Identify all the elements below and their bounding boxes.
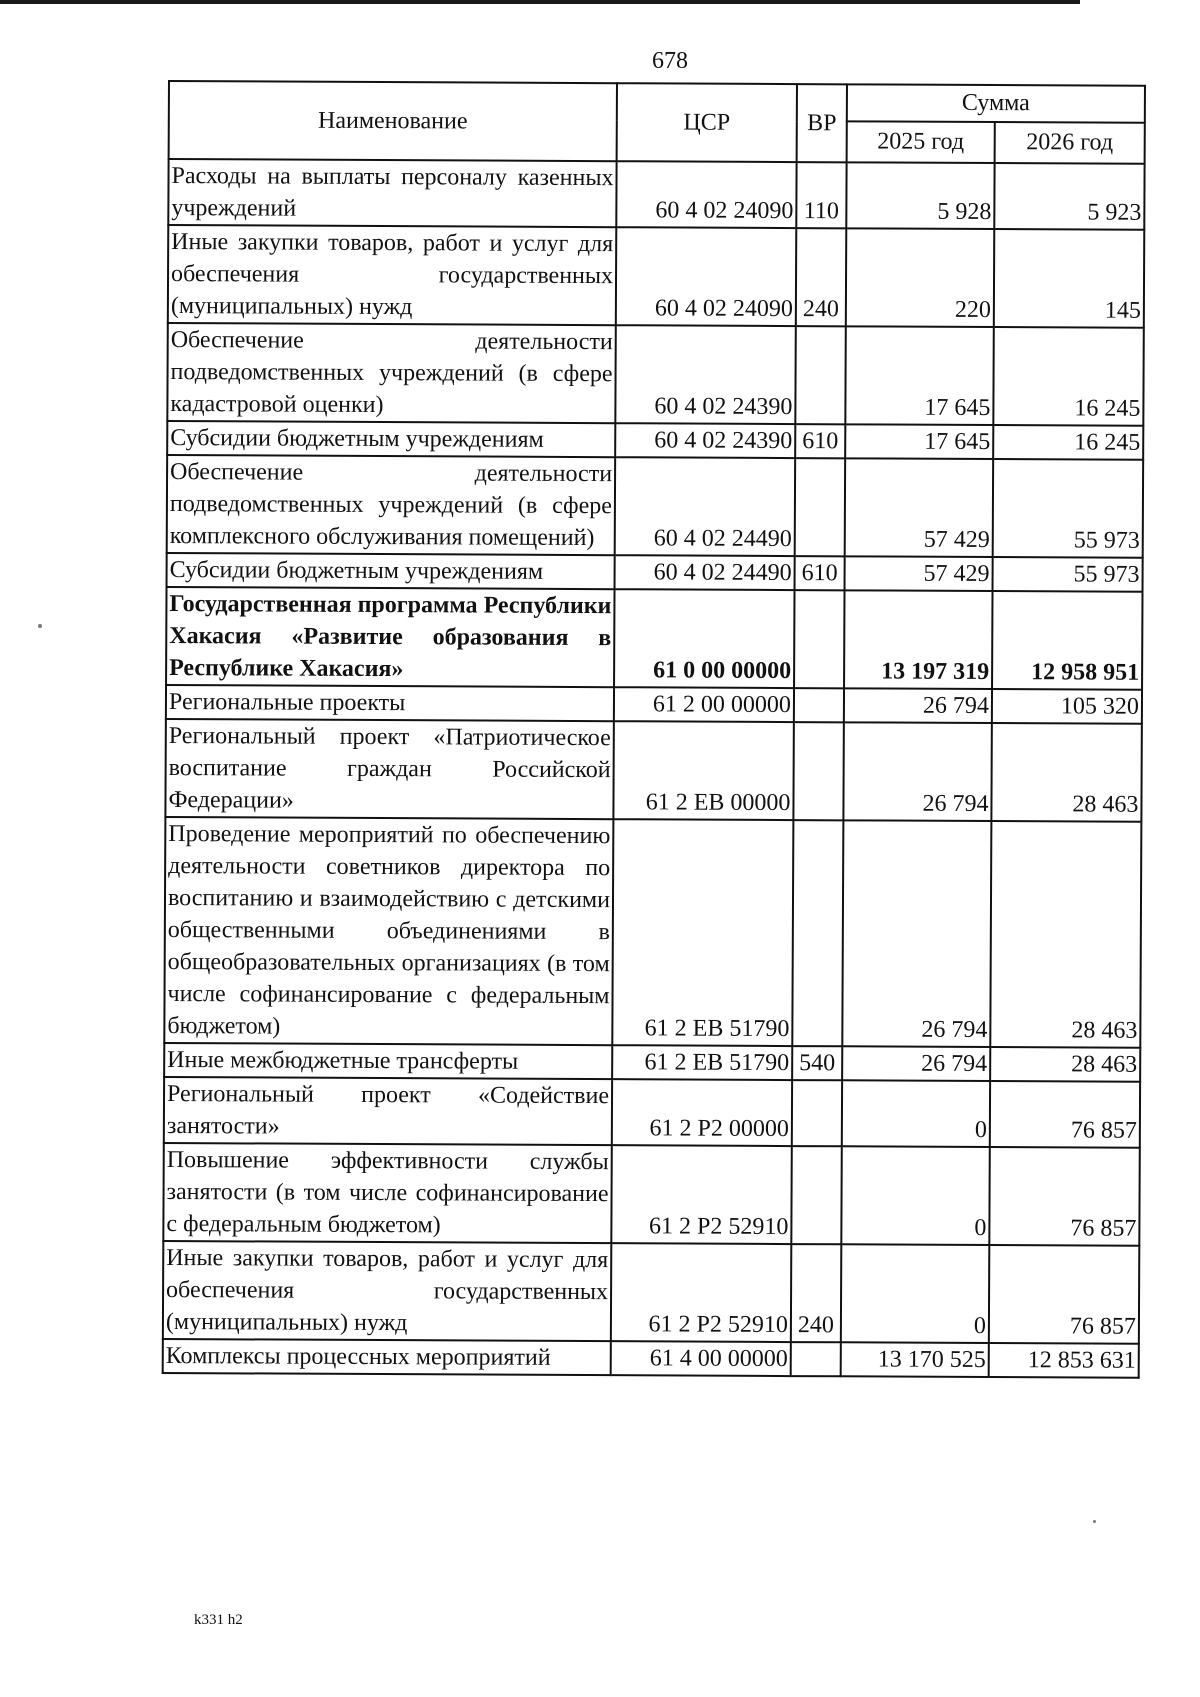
table-row xyxy=(166,685,1142,724)
row-name: Государственная программа Республики Хакасия «Развитие образования в Республике Хакасия» xyxy=(166,587,614,687)
row-sum-2025: 17 645 xyxy=(845,326,993,425)
row-sum-2026: 12 853 631 xyxy=(989,1343,1139,1378)
row-name: Региональный проект «Патриотическое воспитание граждан Российской Федерации» xyxy=(165,719,613,819)
table-row xyxy=(163,1339,1139,1378)
row-csr: 61 0 00 00000 xyxy=(614,589,794,688)
row-vr xyxy=(795,458,845,556)
scan-speck xyxy=(1093,1520,1096,1523)
row-csr: 60 4 02 24490 xyxy=(615,555,795,590)
budget-table xyxy=(162,80,1146,1379)
row-name: Субсидии бюджетным учреждениям xyxy=(167,421,615,457)
row-vr xyxy=(794,590,844,688)
row-csr: 60 4 02 24390 xyxy=(615,423,795,458)
footer-code: k331 h2 xyxy=(194,1612,243,1628)
row-sum-2025: 220 xyxy=(846,228,994,327)
row-sum-2025: 5 928 xyxy=(846,162,994,229)
row-vr xyxy=(794,688,844,722)
row-sum-2026: 55 973 xyxy=(993,459,1143,558)
scan-edge xyxy=(0,0,1080,4)
table-row xyxy=(167,455,1143,558)
row-sum-2026: 76 857 xyxy=(989,1147,1139,1246)
row-name: Иные закупки товаров, работ и услуг для обеспечения государственных (муниципальных) нужд xyxy=(168,225,616,325)
row-vr: 610 xyxy=(795,556,845,590)
row-vr xyxy=(792,1080,842,1146)
row-vr xyxy=(791,1342,841,1376)
header-sum: Сумма xyxy=(847,84,1145,122)
row-name: Обеспечение деятельности подведомственных учреждений (в сфере комплексного обслуживания помещений) xyxy=(167,455,615,555)
row-sum-2025: 13 197 319 xyxy=(844,590,992,689)
table-row xyxy=(164,1077,1140,1148)
row-csr: 61 2 ЕВ 51790 xyxy=(612,1045,792,1080)
row-vr: 110 xyxy=(796,162,846,228)
row-sum-2026: 28 463 xyxy=(990,1047,1140,1082)
row-vr xyxy=(792,820,843,1046)
row-name: Комплексы процессных мероприятий xyxy=(163,1339,611,1375)
row-sum-2026: 5 923 xyxy=(994,163,1144,230)
page-number: 678 xyxy=(652,48,688,74)
row-name: Иные межбюджетные трансферты xyxy=(164,1043,612,1079)
table-row xyxy=(167,323,1143,426)
row-name: Региональный проект «Содействие занятости» xyxy=(164,1077,612,1145)
row-vr xyxy=(795,326,845,424)
table-row xyxy=(166,587,1142,690)
header-name: Наименование xyxy=(169,81,617,161)
row-sum-2025: 13 170 525 xyxy=(841,1342,989,1377)
header-year-2025: 2025 год xyxy=(847,121,995,163)
row-name: Расходы на выплаты персоналу казенных учреждений xyxy=(168,159,616,227)
row-sum-2025: 26 794 xyxy=(844,688,992,723)
row-sum-2025: 57 429 xyxy=(845,556,993,591)
table-row xyxy=(165,719,1141,822)
row-vr xyxy=(791,1146,841,1244)
table-row xyxy=(164,817,1141,1048)
row-csr: 61 2 Р2 00000 xyxy=(612,1079,792,1146)
row-sum-2026: 145 xyxy=(994,229,1144,328)
row-csr: 60 4 02 24090 xyxy=(616,227,796,326)
row-name: Проведение мероприятий по обеспечению деятельности советников директора по воспитанию и взаимодействию с детскими общественными объединениями в общеобразовательных организациях (в том числе софинансирование с федеральным бюджетом) xyxy=(164,817,613,1045)
row-name: Повышение эффективности службы занятости (в том числе софинансирование с федеральным бюджетом) xyxy=(163,1143,611,1243)
table-row xyxy=(168,159,1144,230)
row-name: Региональные проекты xyxy=(166,685,614,721)
row-sum-2025: 0 xyxy=(842,1080,990,1147)
row-sum-2025: 26 794 xyxy=(842,1046,990,1081)
row-sum-2026: 55 973 xyxy=(993,557,1143,592)
row-sum-2025: 17 645 xyxy=(845,424,993,459)
row-name: Обеспечение деятельности подведомственных учреждений (в сфере кадастровой оценки) xyxy=(167,323,615,423)
row-sum-2025: 0 xyxy=(841,1244,989,1343)
header-year-2026: 2026 год xyxy=(995,122,1145,164)
row-csr: 61 4 00 00000 xyxy=(611,1341,791,1376)
row-vr: 540 xyxy=(792,1046,842,1080)
row-sum-2026: 12 958 951 xyxy=(992,591,1142,690)
row-csr: 61 2 ЕВ 51790 xyxy=(612,819,793,1046)
row-vr xyxy=(793,722,843,820)
table-row xyxy=(164,1043,1140,1082)
table-header xyxy=(169,81,1145,164)
row-sum-2025: 26 794 xyxy=(843,722,991,821)
row-csr: 61 2 00 00000 xyxy=(614,687,794,722)
table-row xyxy=(167,553,1143,592)
row-vr: 240 xyxy=(796,228,846,326)
row-csr: 60 4 02 24090 xyxy=(616,161,796,228)
row-vr: 240 xyxy=(791,1244,841,1342)
scan-speck xyxy=(38,624,42,628)
row-csr: 60 4 02 24390 xyxy=(615,325,795,424)
header-csr: ЦСР xyxy=(617,83,797,162)
row-sum-2026: 28 463 xyxy=(990,821,1141,1048)
row-sum-2026: 105 320 xyxy=(992,689,1142,724)
row-vr: 610 xyxy=(795,424,845,458)
table-body xyxy=(163,159,1145,1378)
row-sum-2025: 26 794 xyxy=(842,820,991,1047)
row-sum-2026: 16 245 xyxy=(993,425,1143,460)
row-sum-2026: 76 857 xyxy=(990,1081,1140,1148)
row-sum-2025: 0 xyxy=(841,1146,989,1245)
table-row xyxy=(163,1143,1139,1246)
table-row xyxy=(168,225,1144,328)
row-sum-2025: 57 429 xyxy=(845,458,993,557)
row-name: Иные закупки товаров, работ и услуг для обеспечения государственных (муниципальных) нужд xyxy=(163,1241,611,1341)
header-vr: ВР xyxy=(797,84,847,162)
table-row xyxy=(167,421,1143,460)
row-sum-2026: 16 245 xyxy=(993,327,1143,426)
table-row xyxy=(163,1241,1139,1344)
row-sum-2026: 28 463 xyxy=(991,723,1141,822)
row-sum-2026: 76 857 xyxy=(989,1245,1139,1344)
row-csr: 61 2 ЕВ 00000 xyxy=(613,721,793,820)
row-name: Субсидии бюджетным учреждениям xyxy=(167,553,615,589)
row-csr: 60 4 02 24490 xyxy=(615,457,795,556)
row-csr: 61 2 Р2 52910 xyxy=(611,1145,791,1244)
row-csr: 61 2 Р2 52910 xyxy=(611,1243,791,1342)
